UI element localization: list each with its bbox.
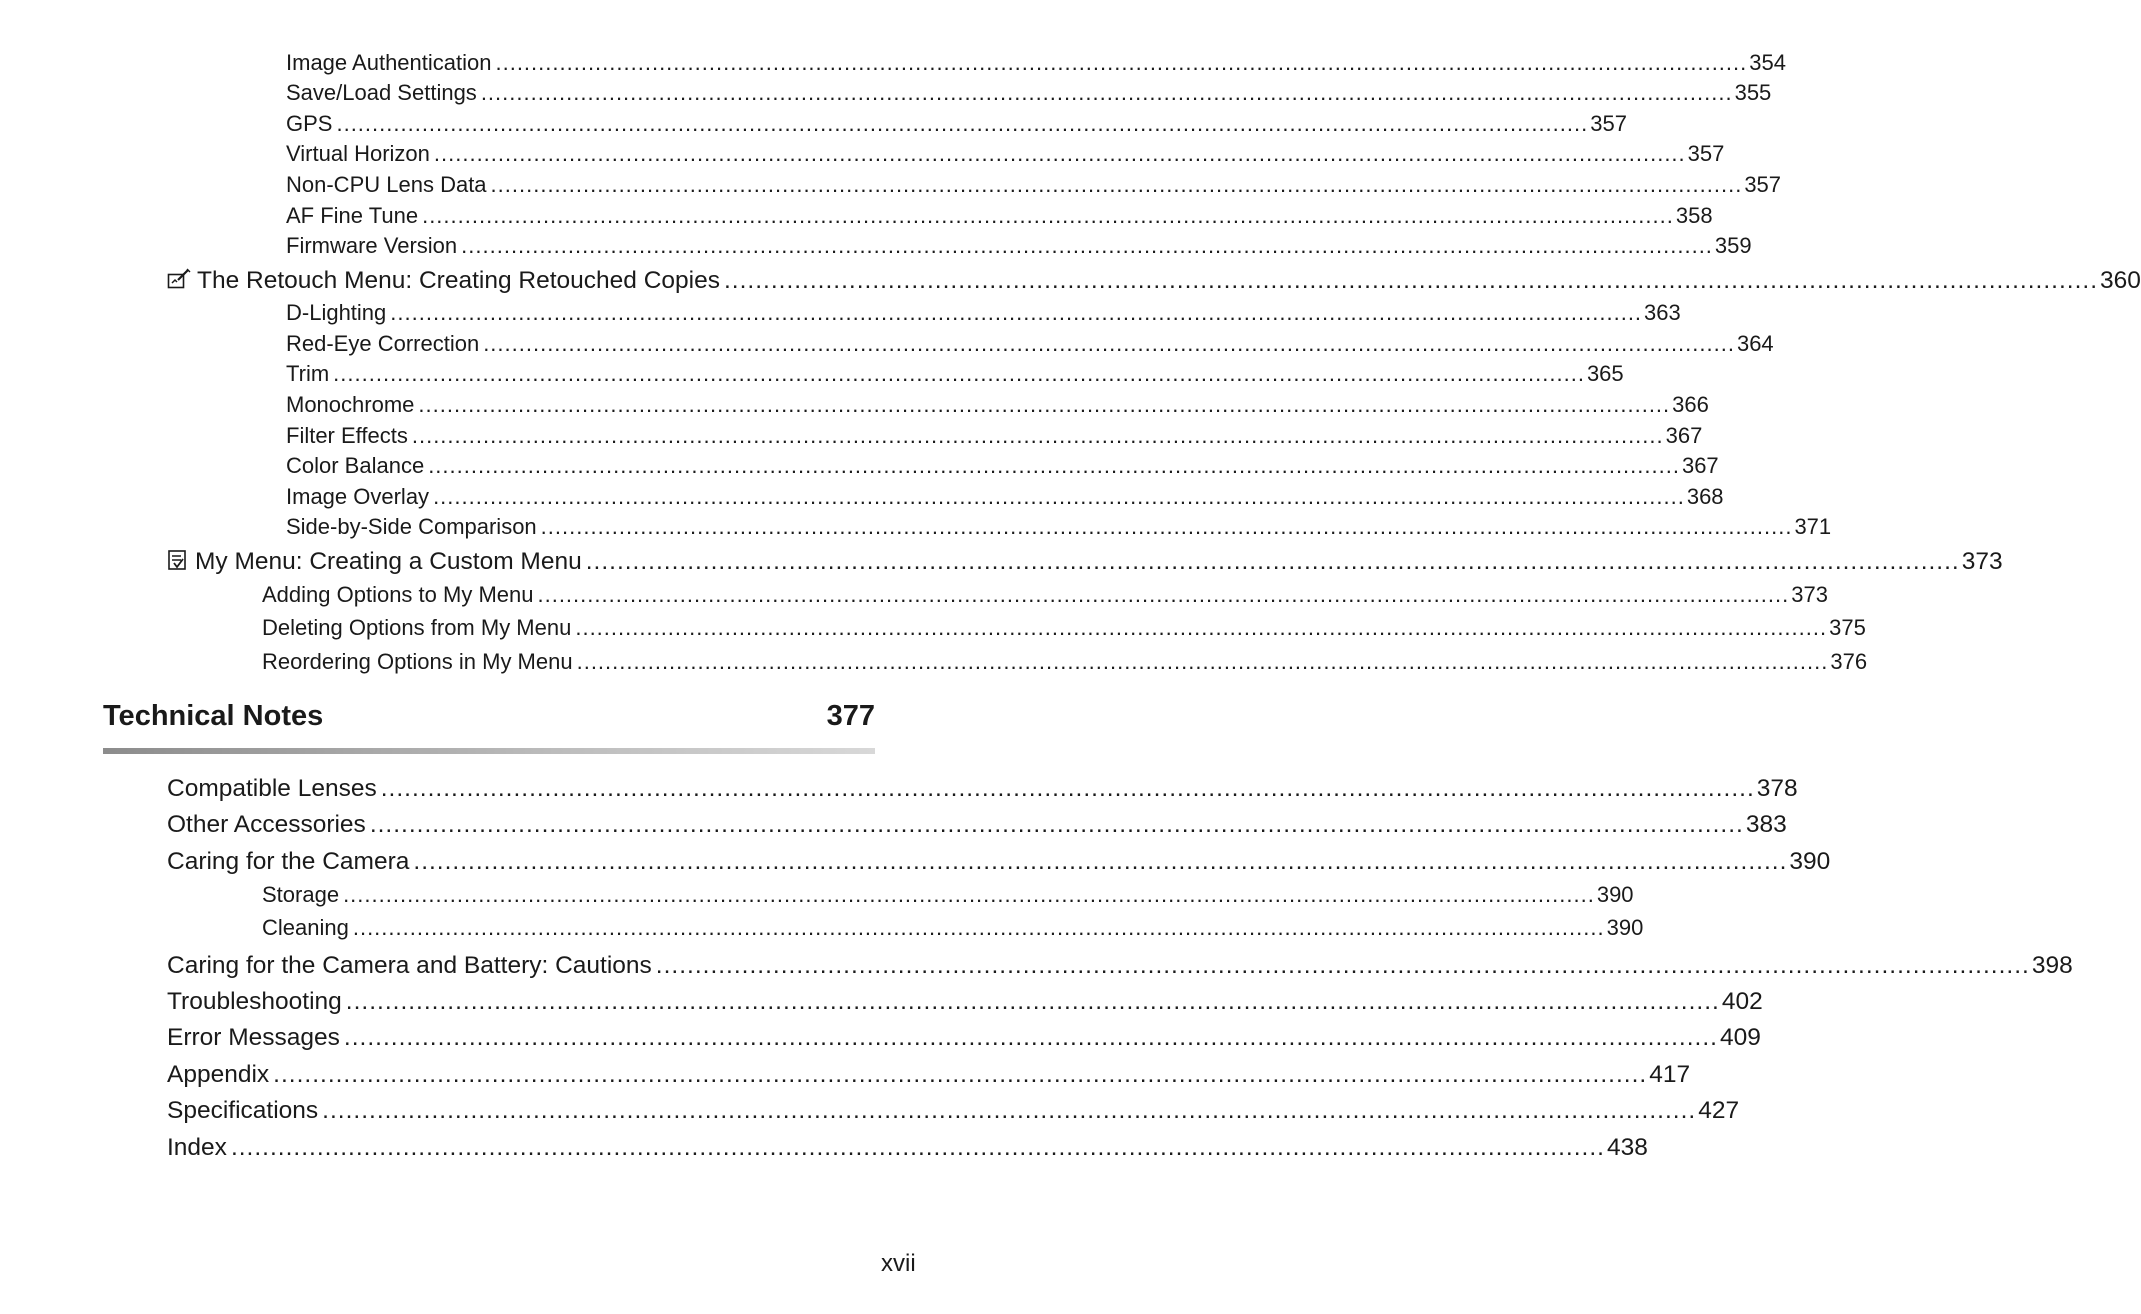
toc-entry-page: 359 [1714,233,1752,258]
toc-leader: ................................................................................................................................................................................ [343,1024,1718,1051]
my-menu-icon [167,549,189,578]
toc-section-page: 360 [2100,267,2141,294]
toc-entry-page: 367 [1665,423,1703,448]
toc-entry-label: Color Balance [286,453,425,478]
toc-entry-page: 398 [2031,952,2073,979]
toc-entry-page: 378 [1756,775,1798,802]
toc-leader: ................................................................................................................................................................................ [537,582,1790,607]
toc-leader: ................................................................................................................................................................................ [422,203,1674,228]
toc-entry-label: Image Authentication [286,50,492,75]
toc-entry-page: 390 [1596,882,1634,907]
toc-entry-label: Error Messages [167,1024,340,1051]
toc-entry-page: 417 [1649,1061,1691,1088]
toc-leader: ................................................................................................................................................................................ [433,141,1686,166]
toc-entry[interactable] [262,582,1828,608]
toc-entry-label: Troubleshooting [167,988,342,1015]
toc-leader: ................................................................................................................................................................................ [433,484,1685,509]
toc-entry-label: D-Lighting [286,300,387,325]
toc-leader: ................................................................................................................................................................................ [483,331,1735,356]
toc-entry-label: Reordering Options in My Menu [262,649,573,674]
toc-leader: ................................................................................................................................................................................ [540,514,1793,539]
toc-entry[interactable] [286,484,1724,510]
chapter-page: 377 [826,700,875,732]
toc-entry[interactable] [286,514,1832,540]
toc-entry-label: Index [167,1134,227,1161]
toc-section-retouch[interactable] [167,266,2141,295]
toc-entry[interactable] [167,988,1763,1016]
toc-entry[interactable] [286,361,1624,387]
toc-entry-page: 427 [1698,1097,1740,1124]
toc-leader: ................................................................................................................................................................................ [336,111,1589,136]
toc-entry[interactable] [286,141,1725,167]
toc-entry-label: Caring for the Camera and Battery: Cautions [167,952,652,979]
toc-entry-label: GPS [286,111,333,136]
toc-entry[interactable] [262,649,1868,675]
toc-entry[interactable] [262,615,1866,641]
toc-leader: ................................................................................................................................................................................ [345,988,1720,1015]
toc-entry[interactable] [286,50,1786,76]
toc-entry-label: Storage [262,882,340,907]
toc-entry[interactable] [286,172,1782,198]
toc-entry-page: 367 [1681,453,1719,478]
toc-entry-page: 371 [1794,514,1832,539]
toc-entry[interactable] [286,233,1752,259]
chapter-heading[interactable] [103,700,875,746]
toc-entry[interactable] [262,882,1634,908]
toc-entry-label: Cleaning [262,915,349,940]
toc-entry-label: Caring for the Camera [167,848,410,875]
toc-entry-page: 368 [1686,484,1724,509]
toc-leader: ................................................................................................................................................................................ [461,233,1713,258]
toc-entry[interactable] [286,300,1681,326]
toc-entry-label: Trim [286,361,330,386]
toc-entry[interactable] [167,848,1831,876]
toc-entry-page: 390 [1606,915,1644,940]
toc-entry-page: 376 [1830,649,1868,674]
toc-entry-page: 438 [1606,1134,1648,1161]
page-number: xvii [881,1250,916,1277]
toc-leader: ................................................................................................................................................................................ [428,453,1680,478]
toc-entry-page: 357 [1590,111,1627,136]
toc-entry[interactable] [262,915,1644,941]
toc-entry[interactable] [167,952,2073,980]
toc-section-my-menu[interactable] [167,547,2003,576]
toc-leader: ................................................................................................................................................................................ [369,811,1744,838]
toc-entry-label: Specifications [167,1097,319,1124]
toc-entry[interactable] [286,203,1713,229]
toc-leader: ................................................................................................................................................................................ [495,50,1748,75]
toc-leader: ................................................................................................................................................................................ [723,267,2098,294]
toc-section-page: 373 [1961,548,2003,575]
toc-leader: ................................................................................................................................................................................ [490,172,1743,197]
toc-entry-page: 383 [1745,811,1787,838]
toc-entry[interactable] [167,811,1787,839]
toc-entry-label: AF Fine Tune [286,203,419,228]
toc-entry[interactable] [286,392,1709,418]
toc-entry-label: Side-by-Side Comparison [286,514,537,539]
toc-entry-page: 375 [1829,615,1866,640]
toc-entry-label: Adding Options to My Menu [262,582,534,607]
toc-entry[interactable] [167,775,1798,803]
toc-entry-label: Image Overlay [286,484,430,509]
toc-entry-page: 373 [1791,582,1828,607]
toc-entry[interactable] [167,1134,1648,1162]
toc-entry-page: 357 [1744,172,1782,197]
toc-entry-page: 365 [1586,361,1624,386]
toc-entry[interactable] [167,1061,1691,1089]
toc-entry[interactable] [286,331,1774,357]
retouch-menu-icon [167,268,191,297]
toc-leader: ................................................................................................................................................................................ [343,882,1595,907]
toc-entry-page: 357 [1687,141,1725,166]
toc-leader: ................................................................................................................................................................................ [576,649,1829,674]
toc-leader: ................................................................................................................................................................................ [322,1097,1697,1124]
toc-leader: ................................................................................................................................................................................ [411,423,1664,448]
toc-entry-label: Firmware Version [286,233,458,258]
toc-entry[interactable] [286,423,1703,449]
toc-leader: ................................................................................................................................................................................ [413,848,1788,875]
toc-leader: ................................................................................................................................................................................ [333,361,1585,386]
toc-section-label: My Menu: Creating a Custom Menu [195,548,582,575]
toc-entry-page: 354 [1749,50,1786,75]
toc-entry[interactable] [167,1097,1740,1125]
toc-entry-page: 409 [1719,1024,1761,1051]
toc-entry-page: 364 [1736,331,1774,356]
toc-entry-label: Compatible Lenses [167,775,377,802]
toc-leader: ................................................................................................................................................................................ [575,615,1828,640]
toc-entry-label: Deleting Options from My Menu [262,615,572,640]
toc-entry-page: 358 [1675,203,1713,228]
toc-leader: ................................................................................................................................................................................ [230,1134,1605,1161]
toc-entry-label: Monochrome [286,392,415,417]
toc-section-label: The Retouch Menu: Creating Retouched Copies [197,267,720,294]
toc-leader: ................................................................................................................................................................................ [480,80,1733,105]
toc-entry-page: 402 [1721,988,1763,1015]
chapter-title: Technical Notes [103,700,324,732]
toc-entry-page: 355 [1734,80,1772,105]
toc-entry[interactable] [286,111,1627,137]
toc-leader: ................................................................................................................................................................................ [418,392,1671,417]
toc-entry-label: Red-Eye Correction [286,331,480,356]
toc-entry[interactable] [286,80,1772,106]
toc-entry-label: Virtual Horizon [286,141,430,166]
toc-entry-label: Other Accessories [167,811,366,838]
toc-entry[interactable] [286,453,1719,479]
chapter-rule [103,748,875,754]
toc-entry-page: 363 [1644,300,1681,325]
toc-entry-label: Filter Effects [286,423,408,448]
toc-leader: ................................................................................................................................................................................ [380,775,1755,802]
toc-entry-label: Appendix [167,1061,270,1088]
toc-entry-page: 366 [1672,392,1709,417]
toc-entry-page: 390 [1789,848,1831,875]
toc-leader: ................................................................................................................................................................................ [352,915,1605,940]
toc-leader: ................................................................................................................................................................................ [273,1061,1648,1088]
toc-leader: ................................................................................................................................................................................ [585,548,1960,575]
toc-leader: ................................................................................................................................................................................ [390,300,1643,325]
toc-leader: ................................................................................................................................................................................ [655,952,2030,979]
toc-entry-label: Save/Load Settings [286,80,477,105]
toc-entry-label: Non-CPU Lens Data [286,172,487,197]
toc-entry[interactable] [167,1024,1761,1052]
